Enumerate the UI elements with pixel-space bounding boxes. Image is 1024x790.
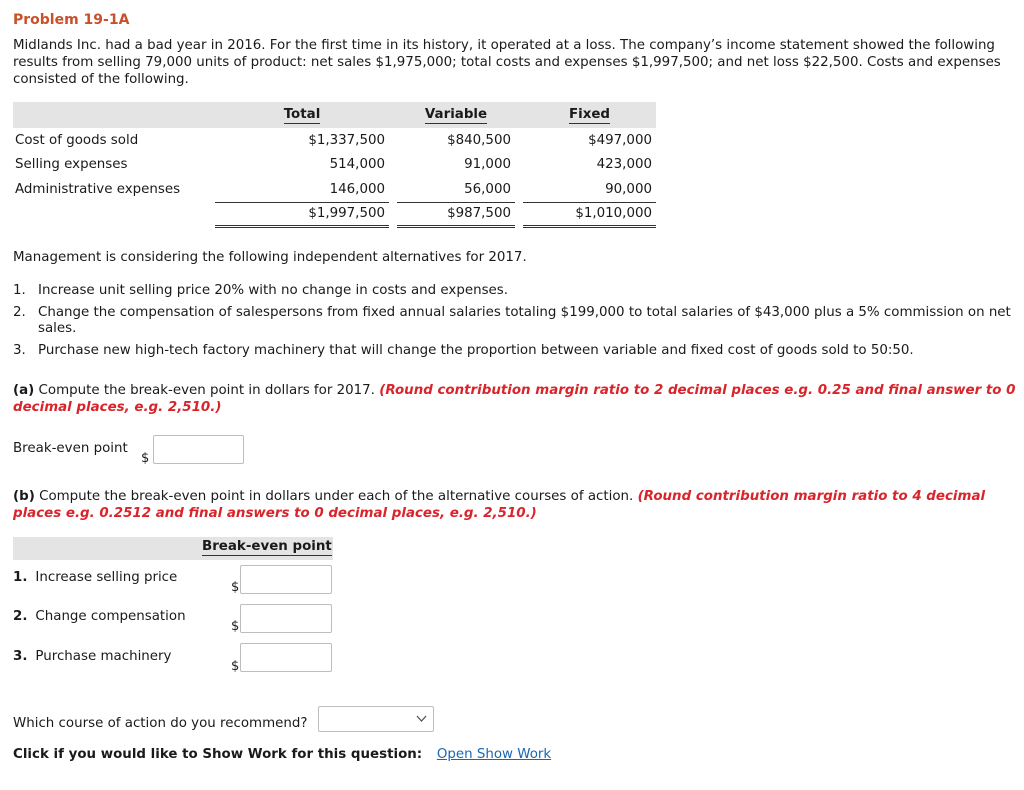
open-show-work-link[interactable]: Open Show Work: [436, 747, 552, 762]
alt-row-label: 1. Increase selling price: [13, 570, 178, 585]
cost-table: [13, 102, 656, 228]
bep-label: Break-even point: [13, 441, 128, 456]
show-work-row: Click if you would like to Show Work for this question: Open Show Work: [13, 747, 552, 762]
alternatives-list: [13, 283, 1013, 365]
increase-price-input[interactable]: [240, 565, 332, 594]
currency-symbol: $: [231, 619, 240, 634]
currency-symbol: $: [141, 451, 150, 466]
table-row: Administrative expenses 146,000 56,000 90,000: [15, 181, 652, 197]
bep-table-header: Break-even point: [13, 537, 333, 560]
chevron-down-icon: [416, 715, 427, 723]
list-item: 1. Increase unit selling price 20% with no change in costs and expenses.: [13, 283, 509, 298]
currency-symbol: $: [231, 580, 240, 595]
change-compensation-input[interactable]: [240, 604, 332, 633]
part-b-question: (b) Compute the break-even point in dollars under each of the alternative courses of action. (Round contribution margin ratio to 4 decimal places e.g. 0.2512 and final answers to 0 decimal places, e.g. 2,510.): [13, 489, 986, 521]
part-a-question: (a) Compute the break-even point in dollars for 2017. (Round contribution margin ratio to 2 decimal places e.g. 0.25 and final answer to 0 decimal places, e.g. 2,510.): [13, 383, 1016, 415]
recommend-question: Which course of action do you recommend?: [13, 716, 308, 731]
problem-intro: Midlands Inc. had a bad year in 2016. For the first time in its history, it operated at a loss. The company’s income statement showed the following results from selling 79,000 units of product: net sales $1,975,000; total costs and expenses $1,997,500; and net loss $22,500. Costs and expenses consisted of the following.: [13, 38, 1001, 87]
col-header-total: Total: [215, 102, 389, 128]
recommend-select[interactable]: [318, 706, 434, 732]
col-header-fixed: Fixed: [523, 102, 656, 128]
col-header-variable: Variable: [397, 102, 515, 128]
alt-row-label: 3. Purchase machinery: [13, 649, 172, 664]
break-even-input[interactable]: [153, 435, 244, 464]
problem-title: Problem 19-1A: [13, 12, 130, 28]
table-total-row: $1,997,500 $987,500 $1,010,000: [13, 202, 656, 226]
table-row: Cost of goods sold $1,337,500 $840,500 $497,000: [15, 132, 652, 148]
currency-symbol: $: [231, 659, 240, 674]
purchase-machinery-input[interactable]: [240, 643, 332, 672]
management-intro: Management is considering the following independent alternatives for 2017.: [13, 250, 527, 265]
list-item: 2. Change the compensation of salespersons from fixed annual salaries totaling $199,000 to total salaries of $43,000 plus a 5% commission on net sales.: [13, 305, 1011, 336]
table-row: Selling expenses 514,000 91,000 423,000: [15, 157, 652, 173]
alt-row-label: 2. Change compensation: [13, 609, 186, 624]
list-item: 3. Purchase new high-tech factory machinery that will change the proportion between variable and fixed cost of goods sold to 50:50.: [13, 343, 914, 358]
